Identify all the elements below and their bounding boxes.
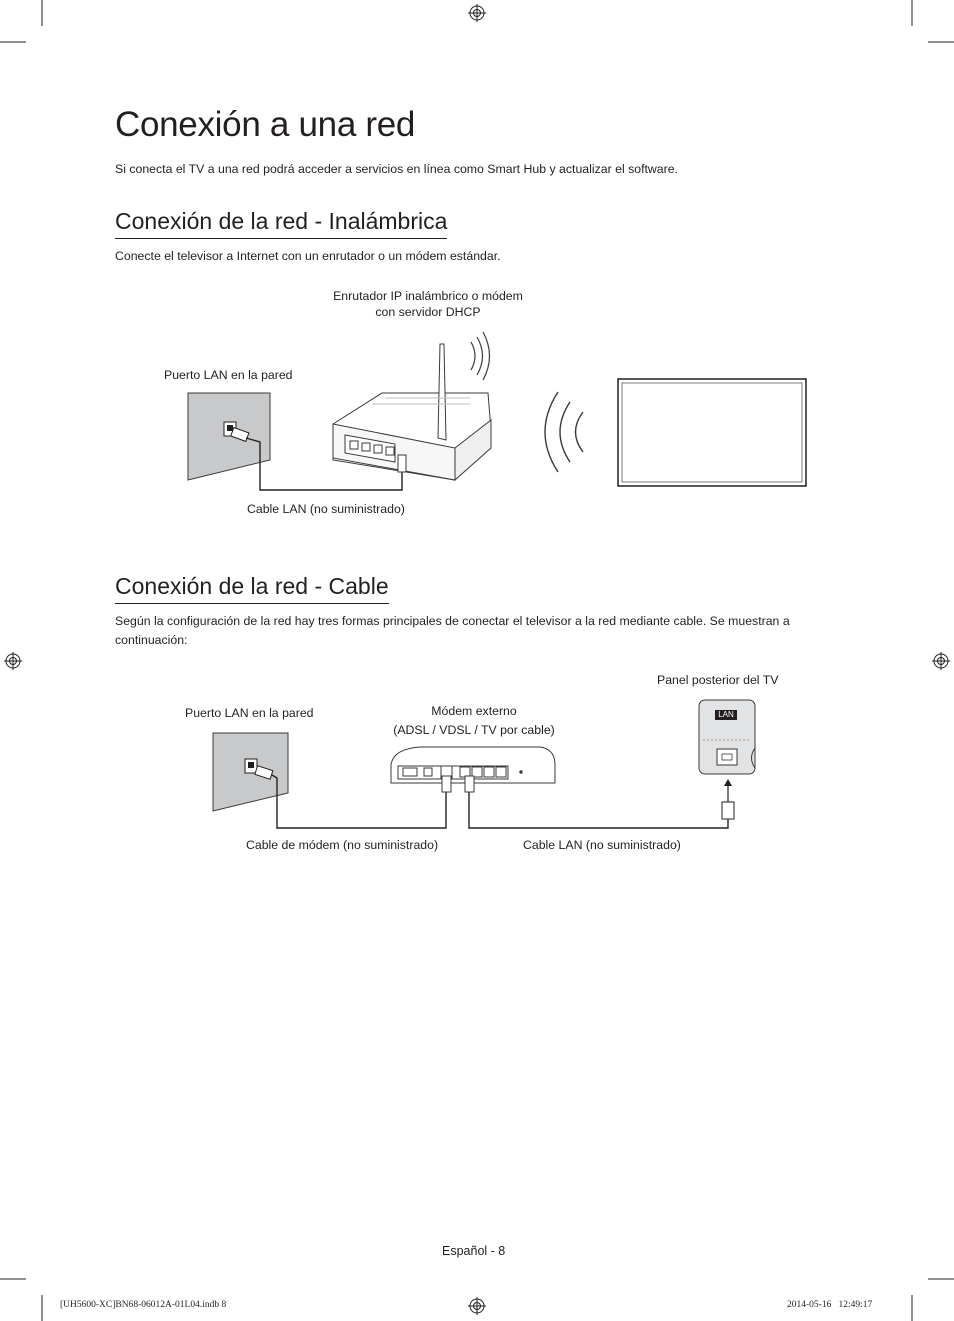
external-modem — [391, 747, 555, 792]
file-info: [UH5600-XC]BN68-06012A-01L04.indb 8 — [60, 1300, 227, 1310]
lan-port-label: LAN — [718, 710, 734, 719]
tv-panel-label: Panel posterior del TV — [657, 673, 779, 687]
page-number: Español - 8 — [442, 1244, 506, 1258]
wireless-heading: Conexión de la red - Inalámbrica — [115, 208, 447, 239]
modem-label — [374, 702, 574, 740]
lan-cable-label-wireless: Cable LAN (no suministrado) — [247, 502, 405, 516]
modem-cable-label: Cable de módem (no suministrado) — [246, 838, 439, 852]
wall-port-label-wireless: Puerto LAN en la pared — [164, 368, 293, 382]
lan-cable-wired — [469, 792, 728, 828]
modem-label-line1: Módem externo — [431, 704, 517, 718]
wired-text: Según la configuración de la red hay tres formas principales de conectar el televisor a la red mediante cable. Se muestran a continuación: — [115, 614, 790, 647]
modem-label-line2: (ADSL / VDSL / TV por cable) — [393, 723, 555, 737]
router-label-line1: Enrutador IP inalámbrico o módem — [333, 289, 523, 303]
intro-text: Si conecta el TV a una red podrá acceder a servicios en línea como Smart Hub y actualizar el software. — [115, 162, 678, 176]
wall-port-label-wired: Puerto LAN en la pared — [185, 706, 314, 720]
print-timestamp: 2014-05-16 12:49:17 — [787, 1300, 873, 1310]
page-title: Conexión a una red — [115, 105, 416, 144]
router-label-line2: con servidor DHCP — [375, 305, 481, 319]
wireless-text: Conecte el televisor a Internet con un enrutador o un módem estándar. — [115, 249, 501, 263]
wired-heading: Conexión de la red - Cable — [115, 573, 389, 604]
lan-cable-label-wired: Cable LAN (no suministrado) — [523, 838, 681, 852]
